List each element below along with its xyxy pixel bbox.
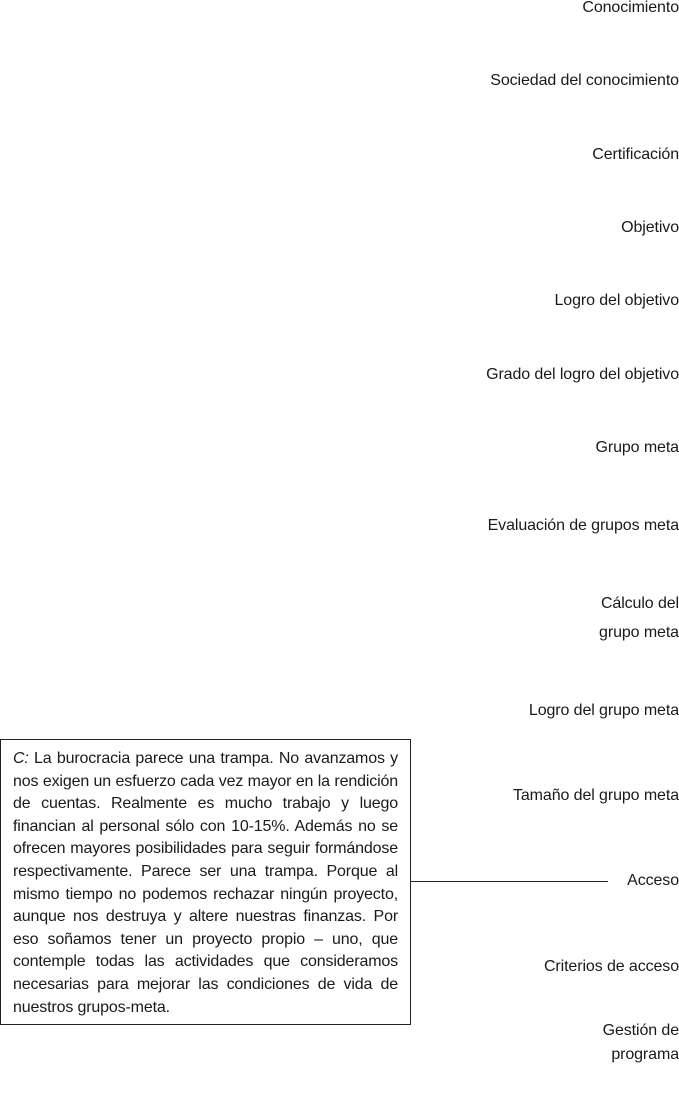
term-gestion-line-2: programa xyxy=(611,1046,679,1063)
term-evaluacion-de-grupos-meta: Evaluación de grupos meta xyxy=(487,517,679,534)
term-logro-del-objetivo: Logro del objetivo xyxy=(554,292,679,309)
term-calculo-line-2: grupo meta xyxy=(599,624,679,641)
term-gestion-line-1: Gestión de xyxy=(602,1022,679,1039)
term-conocimiento: Conocimiento xyxy=(582,0,679,16)
term-objetivo: Objetivo xyxy=(621,219,679,236)
quote-box xyxy=(0,739,411,1025)
term-gestion-de-programa xyxy=(603,1019,679,1067)
quote-speaker: C: xyxy=(13,750,29,767)
term-grado-del-logro-del-objetivo: Grado del logro del objetivo xyxy=(486,366,679,383)
term-calculo-del-grupo-meta xyxy=(599,589,679,647)
term-criterios-de-acceso: Criterios de acceso xyxy=(543,958,679,975)
term-certificacion: Certificación xyxy=(592,146,679,163)
term-logro-del-grupo-meta: Logro del grupo meta xyxy=(528,702,679,719)
connector-line xyxy=(411,881,608,882)
term-tamano-del-grupo-meta: Tamaño del grupo meta xyxy=(512,787,679,804)
term-calculo-line-1: Cálculo del xyxy=(600,595,679,612)
term-acceso: Acceso xyxy=(627,872,679,889)
quote-text: La burocracia parece una trampa. No avanzamos y nos exigen un esfuerzo cada vez mayor en la rendición de cuentas. Realmente es mucho trabajo y luego financian al personal sólo con 10-15%. Además no se ofrecen mayores posibilidades para seguir formándose respectivamente. Parece ser una trampa. Porque al mismo tiempo no podemos rechazar ningún proyecto, aunque nos destruya y altere nuestras finanzas. Por eso soñamos tener un proyecto propio – uno, que contemple todas las actividades que consideramos necesarias para mejorar las condiciones de vida de nuestros grupos-meta. xyxy=(13,750,399,1016)
term-grupo-meta: Grupo meta xyxy=(595,439,679,456)
term-sociedad-del-conocimiento: Sociedad del conocimiento xyxy=(490,72,679,89)
